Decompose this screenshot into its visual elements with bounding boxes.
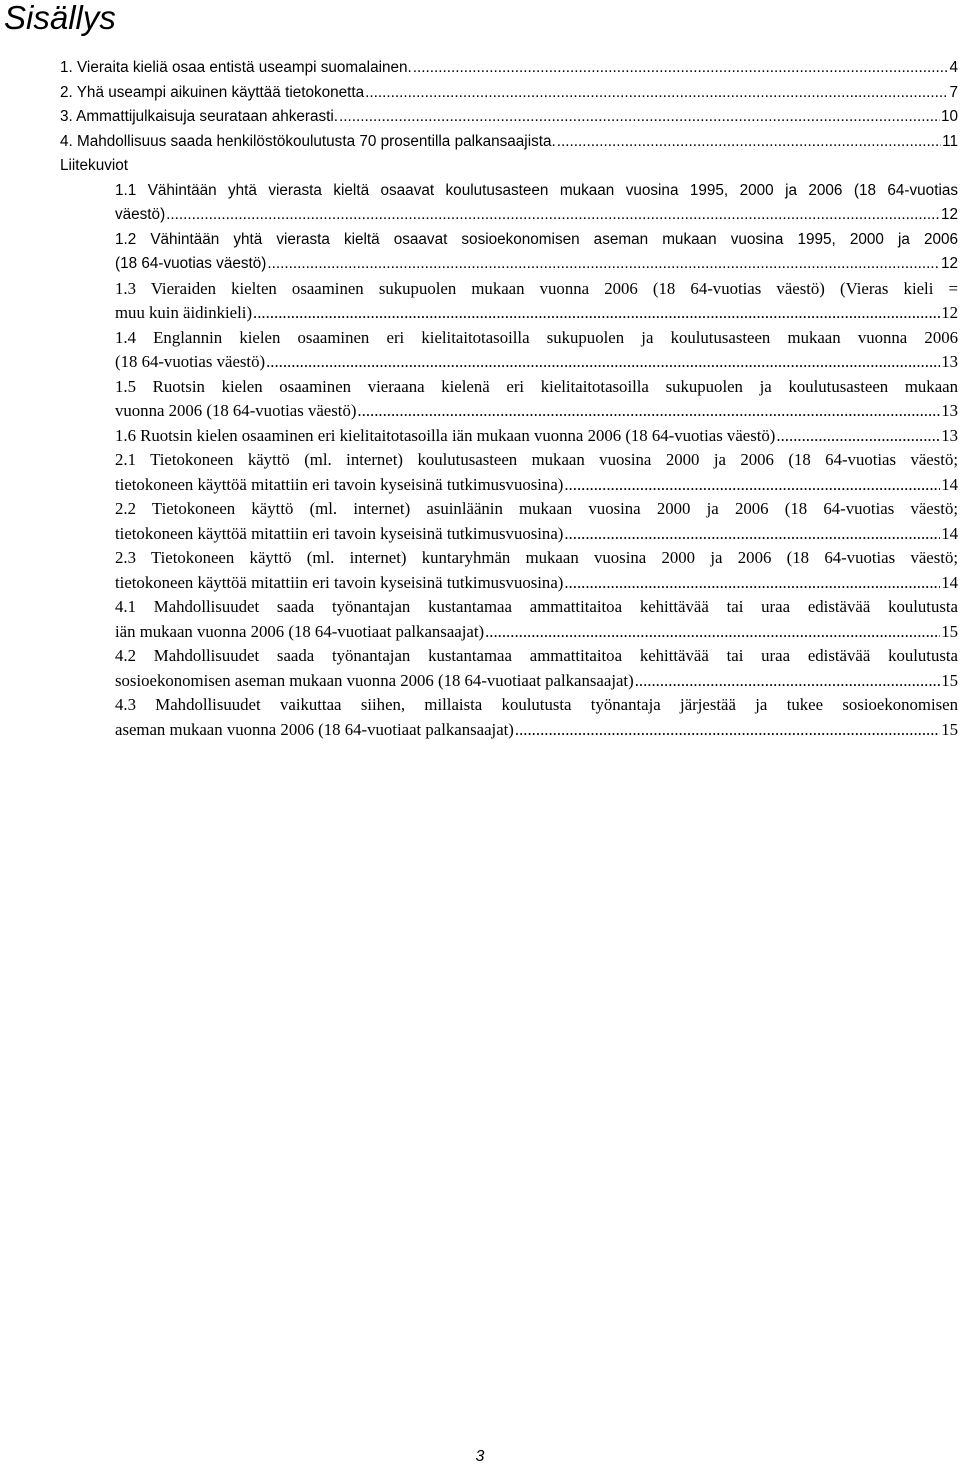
toc-figure-entry[interactable] [115, 375, 958, 424]
entry-page-number: 4 [949, 59, 958, 76]
entry-title-line: 2.1 Tietokoneen käyttö (ml. internet) koulutusasteen mukaan vuosina 2000 ja 2006 (18 64-vuotias väestö; [115, 450, 958, 469]
toc-chapter-entry[interactable] [60, 105, 958, 130]
entry-title: 3. Ammattijulkaisuja seurataan ahkerasti. [60, 108, 339, 125]
entry-last-line[interactable] [115, 718, 958, 743]
dot-leader [357, 399, 940, 424]
entry-page-number: 13 [941, 352, 958, 371]
entry-page-number: 14 [941, 474, 958, 494]
dot-leader [339, 105, 940, 130]
toc-figure-entry[interactable] [115, 546, 958, 595]
dot-leader [266, 350, 940, 375]
toc-figure-entry[interactable] [115, 497, 958, 546]
entry-page-number: 11 [942, 132, 958, 150]
entry-title-line: 1.2 Vähintään yhtä vierasta kieltä osaavat sosioekonomisen aseman mukaan vuosina 1995, 2000 ja 2006 [115, 230, 958, 248]
dot-leader [485, 620, 940, 645]
toc-figure-entry[interactable] [115, 228, 958, 277]
entry-page-number: 12 [940, 206, 958, 223]
entry-title-line: 2.3 Tietokoneen käyttö (ml. internet) kuntaryhmän mukaan vuosina 2000 ja 2006 (18 64-vuotias väestö; [115, 548, 958, 567]
entry-title: 1.6 Ruotsin kielen osaaminen eri kielitaitotasoilla iän mukaan vuonna 2006 (18 64-vuotias väestö) [115, 425, 776, 445]
entry-last-line[interactable] [115, 473, 958, 498]
toc-figure-entry[interactable] [115, 448, 958, 497]
entry-last-line[interactable] [115, 424, 958, 449]
toc-figure-entry[interactable] [115, 424, 958, 449]
toc-chapter-entry[interactable] [60, 81, 958, 106]
entry-title: (18 64-vuotias väestö) [115, 352, 266, 371]
entry-last-line[interactable] [115, 399, 958, 424]
entry-last-line[interactable] [115, 620, 958, 645]
toc-figure-entry[interactable] [115, 644, 958, 693]
entry-title: iän mukaan vuonna 2006 (18 64-vuotiaat palkansaajat) [115, 621, 485, 641]
entry-title: 2. Yhä useampi aikuinen käyttää tietokonetta [60, 83, 365, 101]
toc-figure-entry[interactable] [115, 595, 958, 644]
toc-chapter-entry[interactable] [60, 56, 958, 81]
entry-title: tietokoneen käyttöä mitattiin eri tavoin kyseisinä tutkimusvuosina) [115, 474, 564, 494]
toc-figure-entry[interactable] [115, 693, 958, 742]
entry-page-number: 7 [949, 83, 958, 101]
entry-title-line: 4.2 Mahdollisuudet saada työnantajan kustantamaa ammattitaitoa kehittävää tai uraa edistävää koulutusta [115, 646, 958, 665]
dot-leader [635, 669, 941, 694]
toc-figure-entry[interactable] [115, 179, 958, 228]
entry-page-number: 14 [941, 523, 958, 543]
entry-page-number: 13 [941, 425, 958, 445]
dot-leader [267, 252, 940, 277]
entry-page-number: 15 [941, 621, 958, 641]
dot-leader [365, 81, 948, 106]
entry-title-line: 1.5 Ruotsin kielen osaaminen vieraana kielenä eri kielitaitotasoilla sukupuolen ja koulutusasteen mukaan [115, 376, 958, 396]
page-title: Sisällys [4, 0, 116, 36]
entry-title: vuonna 2006 (18 64-vuotias väestö) [115, 401, 357, 420]
table-of-contents [60, 56, 958, 742]
toc-figure-entry[interactable] [115, 277, 958, 326]
entry-last-line[interactable] [115, 522, 958, 547]
entry-page-number: 13 [941, 401, 958, 420]
entry-page-number: 10 [940, 108, 958, 125]
entry-page-number: 15 [941, 719, 958, 739]
toc-chapter-entry[interactable] [60, 130, 958, 155]
dot-leader [253, 301, 940, 326]
entry-last-line[interactable] [115, 350, 958, 375]
dot-leader [557, 130, 941, 155]
dot-leader [564, 571, 940, 596]
entry-title: 1. Vieraita kieliä osaa entistä useampi suomalainen. [60, 59, 412, 76]
toc-figure-entry[interactable] [115, 326, 958, 375]
chapter-list [60, 56, 958, 154]
entry-title-line: 2.2 Tietokoneen käyttö (ml. internet) asuinläänin mukaan vuosina 2000 ja 2006 (18 64-vuotias väestö; [115, 499, 958, 518]
entry-last-line[interactable] [115, 203, 958, 228]
entry-title-line: 1.4 Englannin kielen osaaminen eri kielitaitotasoilla sukupuolen ja koulutusasteen mukaan vuonna 2006 [115, 327, 958, 347]
dot-leader [564, 522, 940, 547]
dot-leader [515, 718, 940, 743]
dot-leader [413, 56, 949, 81]
page-number: 3 [475, 1448, 485, 1465]
dot-leader [166, 203, 940, 228]
entry-page-number: 15 [941, 670, 958, 690]
entry-last-line[interactable] [115, 301, 958, 326]
entry-title: sosioekonomisen aseman mukaan vuonna 2006 (18 64-vuotiaat palkansaajat) [115, 670, 634, 690]
entry-last-line[interactable] [115, 571, 958, 596]
entry-title-line: 4.1 Mahdollisuudet saada työnantajan kustantamaa ammattitaitoa kehittävää tai uraa edistävää koulutusta [115, 597, 958, 616]
entry-title: aseman mukaan vuonna 2006 (18 64-vuotiaat palkansaajat) [115, 719, 514, 739]
dot-leader [776, 424, 940, 449]
dot-leader [564, 473, 940, 498]
entry-last-line[interactable] [115, 669, 958, 694]
entry-title: tietokoneen käyttöä mitattiin eri tavoin kyseisinä tutkimusvuosina) [115, 523, 564, 543]
entry-title: väestö) [115, 206, 166, 223]
entry-page-number: 12 [941, 303, 958, 322]
entry-title: tietokoneen käyttöä mitattiin eri tavoin kyseisinä tutkimusvuosina) [115, 572, 564, 592]
entry-title-line: 4.3 Mahdollisuudet vaikuttaa siihen, millaista koulutusta työnantaja järjestää ja tukee sosioekonomisen [115, 695, 958, 714]
figures-heading: Liitekuviot [60, 157, 129, 174]
entry-title-line: 1.1 Vähintään yhtä vierasta kieltä osaavat koulutusasteen mukaan vuosina 1995, 2000 ja 2006 (18 64-vuotias [115, 181, 958, 199]
figure-list [115, 179, 958, 743]
entry-page-number: 12 [940, 255, 958, 272]
entry-last-line[interactable] [115, 252, 958, 277]
entry-page-number: 14 [941, 572, 958, 592]
entry-title: (18 64-vuotias väestö) [115, 255, 267, 272]
entry-title: 4. Mahdollisuus saada henkilöstökoulutusta 70 prosentilla palkansaajista. [60, 132, 556, 150]
entry-title-line: 1.3 Vieraiden kielten osaaminen sukupuolen mukaan vuonna 2006 (18 64-vuotias väestö) (Vieras kieli = [115, 278, 958, 298]
entry-title: muu kuin äidinkieli) [115, 303, 253, 322]
